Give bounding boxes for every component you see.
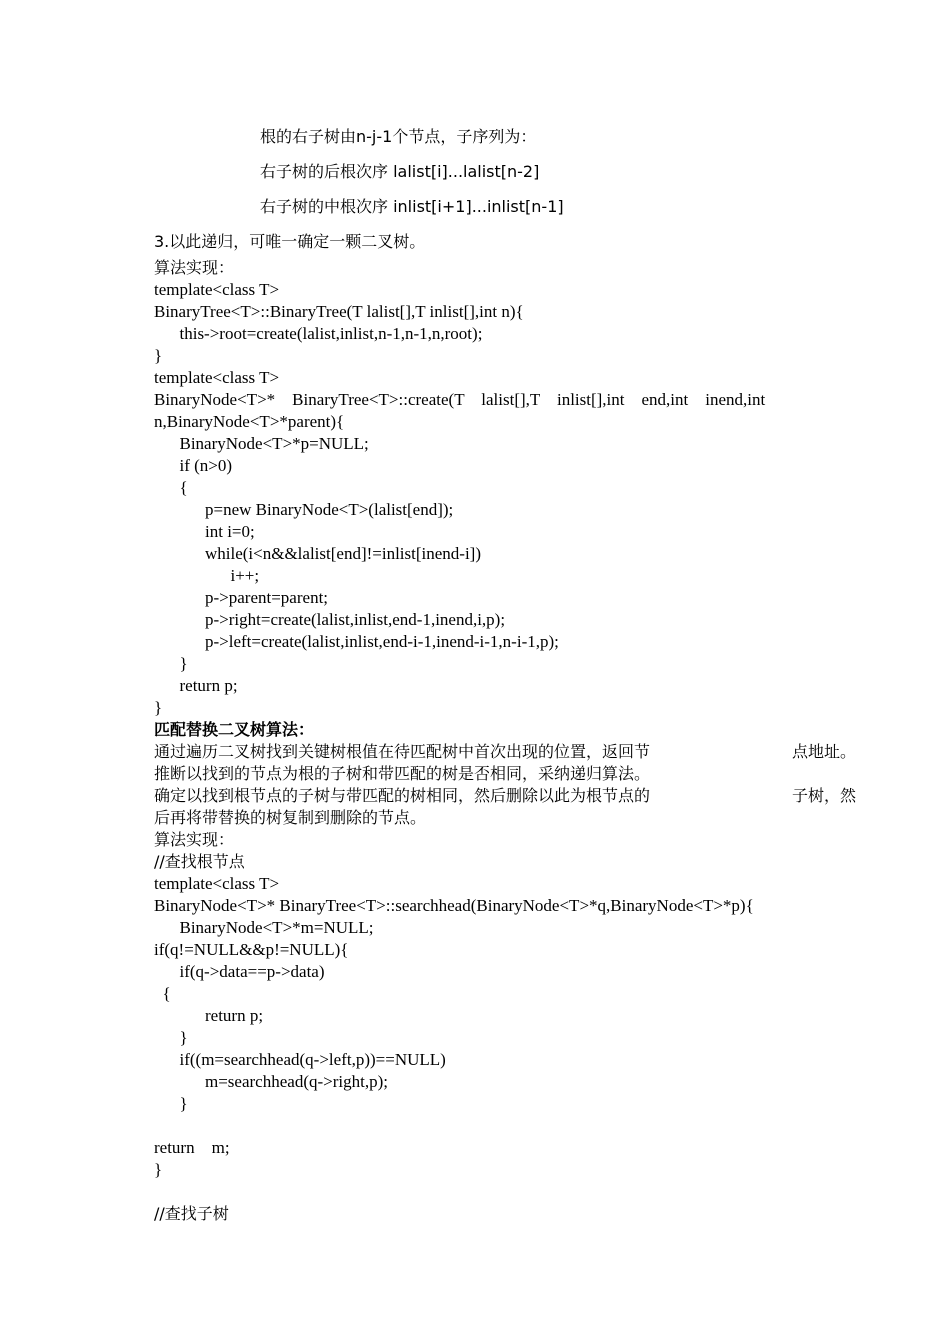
code-line: p->left=create(lalist,inlist,end-i-1,inend-i-1,n-i-1,p);	[154, 632, 559, 651]
code-line: {	[154, 984, 171, 1003]
code-line: BinaryTree<T>::BinaryTree(T lalist[],T inlist[],int n){	[154, 302, 524, 321]
code-line: if(q->data==p->data)	[154, 962, 325, 981]
paragraph-line: 通过遍历二叉树找到关键树根值在待匹配树中首次出现的位置，返回节	[154, 742, 651, 761]
algorithm-impl-label: 算法实现：	[154, 830, 235, 849]
code-line: }	[154, 1160, 163, 1179]
code-line: BinaryNode<T>* BinaryTree<T>::create(T lalist[],T inlist[],int end,int inend,int	[154, 390, 766, 409]
step-three-text: 3.以此递归，可唯一确定一颗二叉树。	[154, 232, 426, 251]
code-line: p->parent=parent;	[154, 588, 329, 607]
code-line: BinaryNode<T>*m=NULL;	[154, 918, 374, 937]
paragraph-line-tail: 点地址。	[792, 742, 857, 761]
code-line: template<class T>	[154, 368, 280, 387]
code-line: }	[154, 1028, 188, 1047]
code-line: }	[154, 346, 163, 365]
code-line: n,BinaryNode<T>*parent){	[154, 412, 345, 431]
paragraph-line: 推断以找到的节点为根的子树和带匹配的树是否相同，采纳递归算法。	[154, 764, 651, 783]
intro-line-inorder: 右子树的中根次序 inlist[i+1]...inlist[n-1]	[260, 197, 564, 216]
code-line: this->root=create(lalist,inlist,n-1,n-1,n,root);	[154, 324, 483, 343]
code-comment: //查找子树	[154, 1204, 229, 1223]
code-line: if((m=searchhead(q->left,p))==NULL)	[154, 1050, 446, 1069]
code-line: return p;	[154, 676, 238, 695]
code-line: int i=0;	[154, 522, 255, 541]
code-line: p=new BinaryNode<T>(lalist[end]);	[154, 500, 454, 519]
code-line: i++;	[154, 566, 260, 585]
code-line: }	[154, 1094, 188, 1113]
code-line: }	[154, 698, 163, 717]
code-line: {	[154, 478, 188, 497]
code-line: return m;	[154, 1138, 230, 1157]
code-comment: //查找根节点	[154, 852, 245, 871]
code-line: return p;	[154, 1006, 264, 1025]
code-line: }	[154, 654, 188, 673]
algorithm-impl-label: 算法实现：	[154, 258, 235, 277]
code-line: if (n>0)	[154, 456, 233, 475]
intro-line-postorder: 右子树的后根次序 lalist[i]...lalist[n-2]	[260, 162, 540, 181]
paragraph-line-tail: 子树，然	[792, 786, 857, 805]
code-line: if(q!=NULL&&p!=NULL){	[154, 940, 349, 959]
code-line: BinaryNode<T>* BinaryTree<T>::searchhead(BinaryNode<T>*q,BinaryNode<T>*p){	[154, 896, 754, 915]
code-line: p->right=create(lalist,inlist,end-1,inend,i,p);	[154, 610, 506, 629]
code-line: BinaryNode<T>*p=NULL;	[154, 434, 369, 453]
section-heading: 匹配替换二叉树算法：	[154, 720, 315, 739]
paragraph-line: 后再将带替换的树复制到删除的节点。	[154, 808, 427, 827]
intro-line-right-subtree: 根的右子树由n-j-1个节点，子序列为：	[260, 127, 537, 146]
code-line: m=searchhead(q->right,p);	[154, 1072, 388, 1091]
paragraph-line: 确定以找到根节点的子树与带匹配的树相同，然后删除以此为根节点的	[154, 786, 651, 805]
code-line: template<class T>	[154, 280, 280, 299]
code-line: while(i<n&&lalist[end]!=inlist[inend-i])	[154, 544, 482, 563]
code-line: template<class T>	[154, 874, 280, 893]
